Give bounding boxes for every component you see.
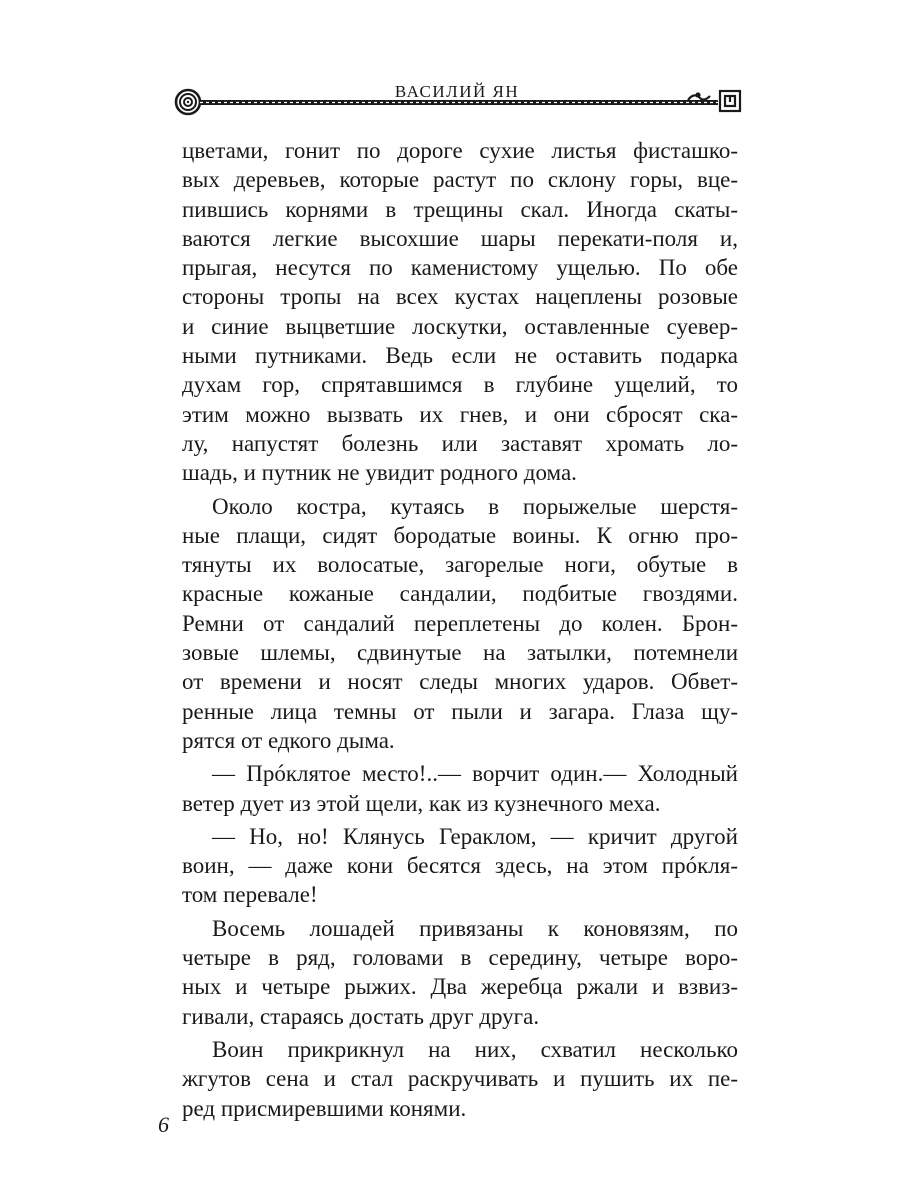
text-line: этим можно вызвать их гнев, и они сбросят ска- <box>182 401 738 427</box>
text-line: ветер дует из этой щели, как из кузнечного меха. <box>182 790 661 816</box>
text-line: вых деревьев, которые растут по склону горы, вце- <box>182 167 738 193</box>
text-line: Ремни от сандалий переплетены до колен. Брон- <box>182 610 738 636</box>
running-header <box>168 80 746 120</box>
text-line: Воин прикрикнул на них, схватил несколько <box>212 1036 738 1062</box>
text-line: ваются легкие высохшие шары перекати-поля и, <box>182 225 738 251</box>
paragraph <box>182 136 738 488</box>
text-line: Около костра, кутаясь в порыжелые шерстя- <box>212 493 738 519</box>
paragraph <box>182 822 738 910</box>
text-line: от времени и носят следы многих ударов. Обвет- <box>182 669 738 695</box>
text-line: цветами, гонит по дороге сухие листья фисташко- <box>182 138 738 163</box>
text-line: пившись корнями в трещины скал. Иногда скаты- <box>182 196 738 222</box>
text-line: и синие выцветшие лоскутки, оставленные суевер- <box>182 313 738 339</box>
text-line: ные плащи, сидят бородатые воины. К огню про- <box>182 522 738 548</box>
text-line: ред присмиревшими конями. <box>182 1095 467 1121</box>
text-line: тянуты их волосатые, загорелые ноги, обутые в <box>182 552 738 578</box>
paragraph <box>182 492 738 756</box>
text-line: том перевале! <box>182 882 318 908</box>
text-line: четыре в ряд, головами в середину, четыре воро- <box>182 945 738 971</box>
author-name: ВАСИЛИЙ ЯН <box>394 82 520 101</box>
text-line: — Но, но! Клянусь Гераклом, — кричит другой <box>212 823 738 849</box>
text-line: шадь, и путник не увидит родного дома. <box>182 460 577 486</box>
text-line: стороны тропы на всех кустах нацеплены розовые <box>182 284 738 310</box>
text-line: духам гор, спрятавшимся в глубине ущелий, то <box>182 372 738 398</box>
text-line: воин, — даже кони бесятся здесь, на этом прóкля- <box>182 853 738 879</box>
text-line: прыгая, несутся по каменистому ущелью. По обе <box>182 255 738 281</box>
paragraph <box>182 1035 738 1123</box>
text-line: ными путниками. Ведь если не оставить подарка <box>182 343 738 369</box>
paragraph <box>182 759 738 818</box>
text-line: красные кожаные сандалии, подбитые гвоздями. <box>182 581 738 607</box>
body-text <box>182 136 738 1123</box>
text-line: рятся от едкого дыма. <box>182 727 395 753</box>
text-line: зовые шлемы, сдвинутые на затылки, потемнели <box>182 640 738 666</box>
text-line: лу, напустят болезнь или заставят хромать ло- <box>182 430 738 456</box>
text-line: жгутов сена и стал раскручивать и пушить их пе- <box>182 1066 738 1092</box>
text-line: ных и четыре рыжих. Два жеребца ржали и взвиз- <box>182 974 738 1000</box>
text-line: Восемь лошадей привязаны к коновязям, по <box>212 915 738 941</box>
text-line: гивали, стараясь достать друг друга. <box>182 1003 540 1029</box>
page-number: 6 <box>158 1112 169 1137</box>
paragraph <box>182 914 738 1031</box>
text-line: — Прóклятое место!..— ворчит один.— Холодный <box>212 761 738 787</box>
text-line: ренные лица темны от пыли и загара. Глаза щу- <box>182 698 738 724</box>
